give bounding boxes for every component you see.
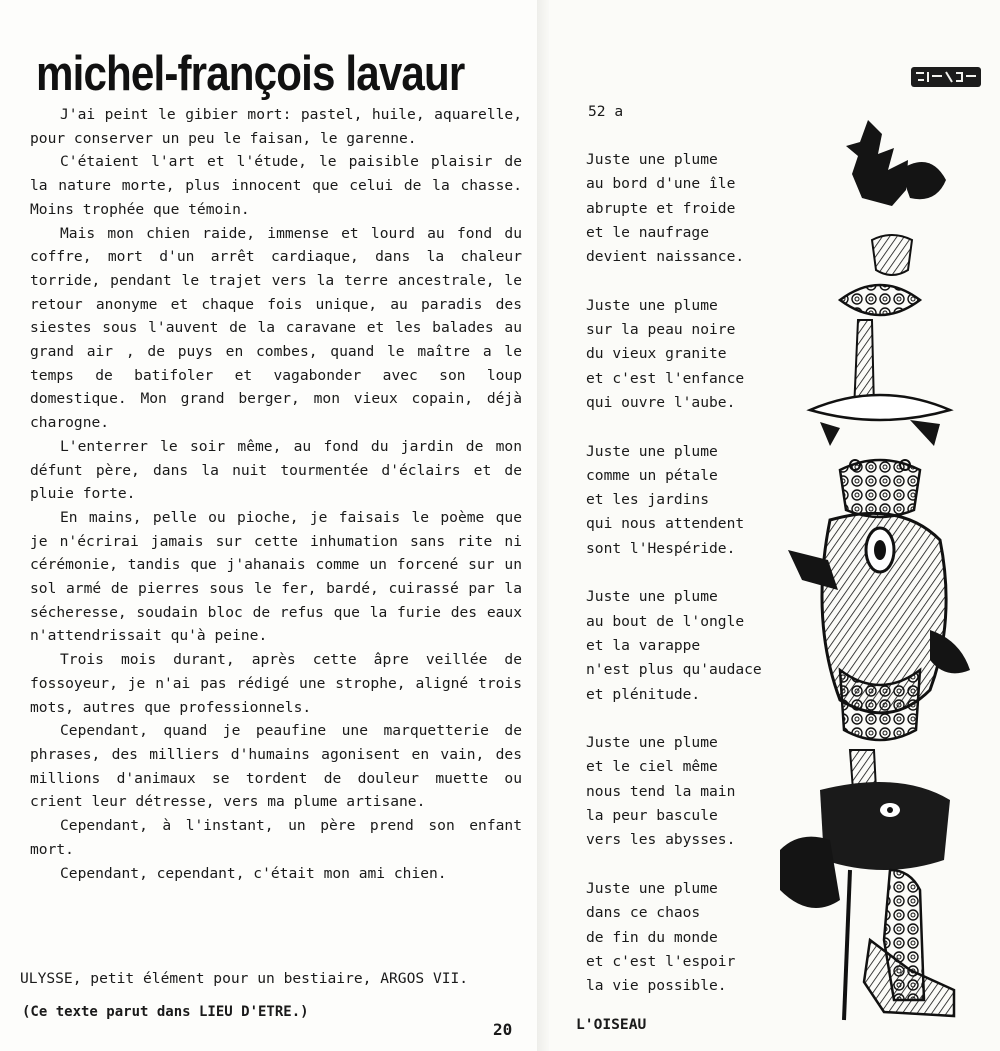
poem-line: et c'est l'enfance — [586, 369, 745, 387]
poem-stanza — [586, 731, 786, 852]
poem-line: abrupte et froide — [586, 199, 736, 217]
poem-line: et la varappe — [586, 636, 701, 654]
poem-line: comme un pétale — [586, 466, 718, 484]
poem-line: qui ouvre l'aube. — [586, 393, 736, 411]
paragraph: Cependant, quand je peaufine une marquetterie de phrases, des milliers d'humains agonisent en vain, des millions d'animaux se tordent de douleur muette ou crient leur détresse, vers ma plume artisane. — [30, 722, 522, 811]
poem-line: Juste une plume — [586, 734, 718, 752]
poem-stanza — [586, 440, 786, 561]
paragraph: Mais mon chien raide, immense et lourd au fond du coffre, mort d'un arrêt cardiaque, dans la chaleur torride, pendant le trajet vers la terre ancestrale, le retour anonyme et chaque fois unique, au paradis des siestes sous l'auvent de la caravane et les balades au grand air , de puys en combes, quand le maître a le temps de batifoler et vagabonder avec son loup domestique. Mon grand berger, mon vieux copain, déjà charogne. — [30, 224, 522, 432]
book-gutter — [537, 0, 549, 1051]
source-credit: ULYSSE, petit élément pour un bestiaire, ARGOS VII. — [20, 970, 469, 987]
poem-line: n'est plus qu'audace — [586, 661, 762, 679]
poem-line: et plénitude. — [586, 685, 701, 703]
page-number-right: 52 a — [588, 103, 624, 120]
paragraph: Cependant, cependant, c'était mon ami chien. — [60, 864, 447, 882]
poem-line: Juste une plume — [586, 879, 718, 897]
poem-line: et le naufrage — [586, 223, 710, 241]
prose-text — [30, 103, 522, 885]
paragraph: J'ai peint le gibier mort: pastel, huile, aquarelle, pour conserver un peu le faisan, le garenne. — [30, 106, 522, 147]
poem-line: Juste une plume — [586, 296, 718, 314]
poem-line: et c'est l'espoir — [586, 952, 736, 970]
page-number-left: 20 — [493, 1020, 513, 1039]
ink-stamp-icon — [910, 64, 982, 90]
totem-figure-illustration — [780, 110, 980, 1030]
poem-line: vers les abysses. — [586, 831, 736, 849]
poem-line: de fin du monde — [586, 928, 718, 946]
poem-line: au bord d'une île — [586, 175, 736, 193]
poem-line: devient naissance. — [586, 248, 745, 266]
poem-line: et le ciel même — [586, 758, 718, 776]
poem-line: Juste une plume — [586, 588, 718, 606]
paragraph: En mains, pelle ou pioche, je faisais le poème que je n'écrirai jamais sur cette inhumation sans rite ni cérémonie, tandis que j'ahanais comme un forcené sur un sol armé de pierres sous le fer, bardé, cuirassé par la sécheresse, soudain bloc de refus que la furie des eaux n'attendrissait qu'à peine. — [30, 508, 522, 645]
paragraph: L'enterrer le soir même, au fond du jardin de mon défunt père, dans la nuit tourmentée d'éclairs et de pluie forte. — [30, 437, 522, 503]
poem-line: du vieux granite — [586, 345, 727, 363]
poem-line: nous tend la main — [586, 782, 736, 800]
poem-line: Juste une plume — [586, 151, 718, 168]
poem — [586, 148, 786, 1023]
poem-stanza — [586, 877, 786, 998]
poem-line: sur la peau noire — [586, 321, 736, 339]
author-title: michel-françois lavaur — [36, 47, 465, 101]
poem-line: et les jardins — [586, 491, 710, 509]
poem-stanza — [586, 294, 786, 415]
poem-line: qui nous attendent — [586, 515, 745, 533]
paragraph: Trois mois durant, après cette âpre veillée de fossoyeur, je n'ai pas rédigé une strophe, aligné trois mots, autres que professionnels. — [30, 651, 522, 716]
poem-line: sont l'Hespéride. — [586, 539, 736, 557]
publication-note: (Ce texte parut dans LIEU D'ETRE.) — [22, 1004, 309, 1020]
poem-line: dans ce chaos — [586, 904, 701, 922]
poem-signature: L'OISEAU — [576, 1016, 647, 1033]
poem-line: au bout de l'ongle — [586, 612, 745, 630]
poem-line: la vie possible. — [586, 977, 727, 995]
poem-line: la peur bascule — [586, 807, 718, 825]
poem-stanza — [586, 585, 786, 706]
paragraph: Cependant, à l'instant, un père prend son enfant mort. — [30, 817, 522, 858]
paragraph: C'étaient l'art et l'étude, le paisible plaisir de la nature morte, plus innocent que celui de la chasse. Moins trophée que témoin. — [30, 153, 522, 218]
poem-line: Juste une plume — [586, 442, 718, 460]
poem-stanza — [586, 148, 786, 269]
